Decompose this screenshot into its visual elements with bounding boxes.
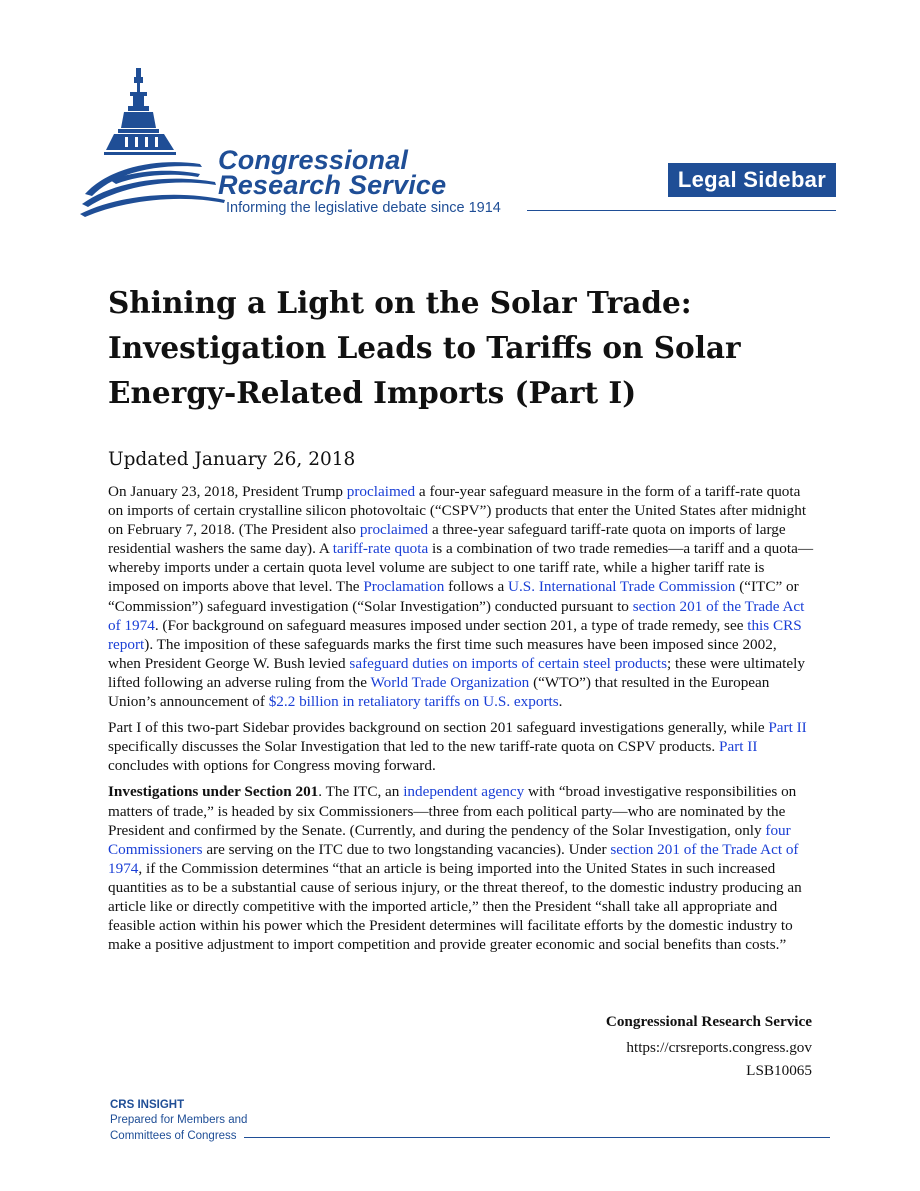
text-run: is a combination of two trade remedies—a tariff and a quota—whereby imports under a certain quota level volume are subject to one tariff rate, while a higher tariff rate is imposed on imports above that level. The <box>108 540 814 596</box>
link-proclaimed-solar[interactable]: proclaimed <box>346 483 416 500</box>
paragraph-2 <box>108 718 813 775</box>
link-retaliatory-tariffs[interactable]: $2.2 billion in retaliatory tariffs on U.S. exports <box>268 693 559 711</box>
section-heading: Investigations under Section 201 <box>108 783 319 801</box>
text-run: a three-year safeguard tariff-rate quota on imports of large residential washers the same day). A <box>108 521 786 558</box>
updated-date: Updated January 26, 2018 <box>108 449 356 470</box>
link-section-201[interactable]: section 201 of the Trade Act of 1974 <box>108 597 805 634</box>
link-part-ii-options[interactable]: Part II <box>719 738 758 756</box>
prepared-for-line2: Committees of Congress <box>110 1130 237 1142</box>
link-part-ii[interactable]: Part II <box>768 719 807 737</box>
text-run: . (For background on safeguard measures imposed under section 201, a type of trade remedy, see <box>154 616 748 634</box>
capitol-dome-icon <box>80 66 225 218</box>
text-run: ; these were ultimately lifted following an adverse ruling from the <box>108 654 805 691</box>
paragraph-1 <box>108 482 813 711</box>
footer-document-id: LSB10065 <box>746 1062 812 1079</box>
text-run: (“WTO”) that resulted in the European Union’s announcement of <box>108 673 770 711</box>
link-proclamation[interactable]: Proclamation <box>363 578 445 596</box>
document-title: Shining a Light on the Solar Trade: Investigation Leads to Tariffs on Solar Energy-Related Imports (Part I) <box>108 285 741 410</box>
link-four-commissioners[interactable]: four Commissioners <box>108 821 791 858</box>
text-run: . The ITC, an <box>318 783 404 801</box>
text-run: a four-year safeguard measure in the form of a tariff-rate quota on imports of certain crystalline silicon photovoltaic (“CSPV”) products that enter the United States after midnight on February 7, 2018. (The President also <box>108 483 807 539</box>
document-body <box>108 482 813 961</box>
text-run: ). The imposition of these safeguards marks the first time such measures have been imposed since 2002, when President George W. Bush levied <box>108 635 777 672</box>
footer-org: Congressional Research Service <box>605 1013 812 1030</box>
text-run: (“ITC” or “Commission”) safeguard investigation (“Solar Investigation”) conducted pursuant to <box>108 578 799 615</box>
org-name-line1: Congressional <box>218 145 409 175</box>
link-crs-report[interactable]: this CRS report <box>108 616 802 653</box>
text-run: On January 23, 2018, President Trump <box>108 483 347 500</box>
text-run: are serving on the ITC due to two longstanding vacancies). Under <box>202 840 611 858</box>
text-run: Part I of this two-part Sidebar provides background on section 201 safeguard investigations generally, while <box>108 719 769 737</box>
text-run: with “broad investigative responsibilities on matters of trade,” is headed by six Commissioners—three from each political party—who are nominated by the President and confirmed by the Senate. (Currently, and during the pendency of the Solar Investigation, only <box>108 783 797 839</box>
prepared-for-line1: Prepared for Members and <box>110 1114 248 1126</box>
text-run: concludes with options for Congress moving forward. <box>108 757 436 775</box>
header-divider <box>527 210 836 211</box>
text-run: , if the Commission determines “that an article is being imported into the United States in such increased quantities as to be a substantial cause of serious injury, or the threat thereof, to the domestic industry producing an article like or directly competitive with the imported article,” then the President “shall take all appropriate and feasible action within his power which the President determines will facilitate efforts by the domestic industry to make a positive adjustment to import competition and provide greater economic and social benefits than costs.” <box>108 859 802 954</box>
crs-insight-label: CRS INSIGHT <box>110 1099 185 1111</box>
text-run: specifically discusses the Solar Investigation that led to the new tariff-rate quota on CSPV products. <box>108 738 720 756</box>
link-proclaimed-washers[interactable]: proclaimed <box>359 521 429 539</box>
org-name-line2: Research Service <box>218 170 447 200</box>
org-tagline: Informing the legislative debate since 1914 <box>226 200 501 216</box>
footer-url: https://crsreports.congress.gov <box>626 1039 812 1056</box>
legal-sidebar-badge: Legal Sidebar <box>668 163 836 197</box>
link-tariff-rate-quota[interactable]: tariff-rate quota <box>332 540 429 558</box>
link-wto[interactable]: World Trade Organization <box>370 673 530 691</box>
link-steel-safeguard[interactable]: safeguard duties on imports of certain steel products <box>349 654 668 672</box>
text-run: . <box>558 693 563 711</box>
link-itc[interactable]: U.S. International Trade Commission <box>508 578 736 596</box>
link-section-201-statute[interactable]: section 201 of the Trade Act of 1974 <box>108 840 799 877</box>
paragraph-3 <box>108 782 813 954</box>
footer-divider <box>244 1137 830 1138</box>
text-run: follows a <box>444 578 509 596</box>
link-independent-agency[interactable]: independent agency <box>403 783 525 801</box>
